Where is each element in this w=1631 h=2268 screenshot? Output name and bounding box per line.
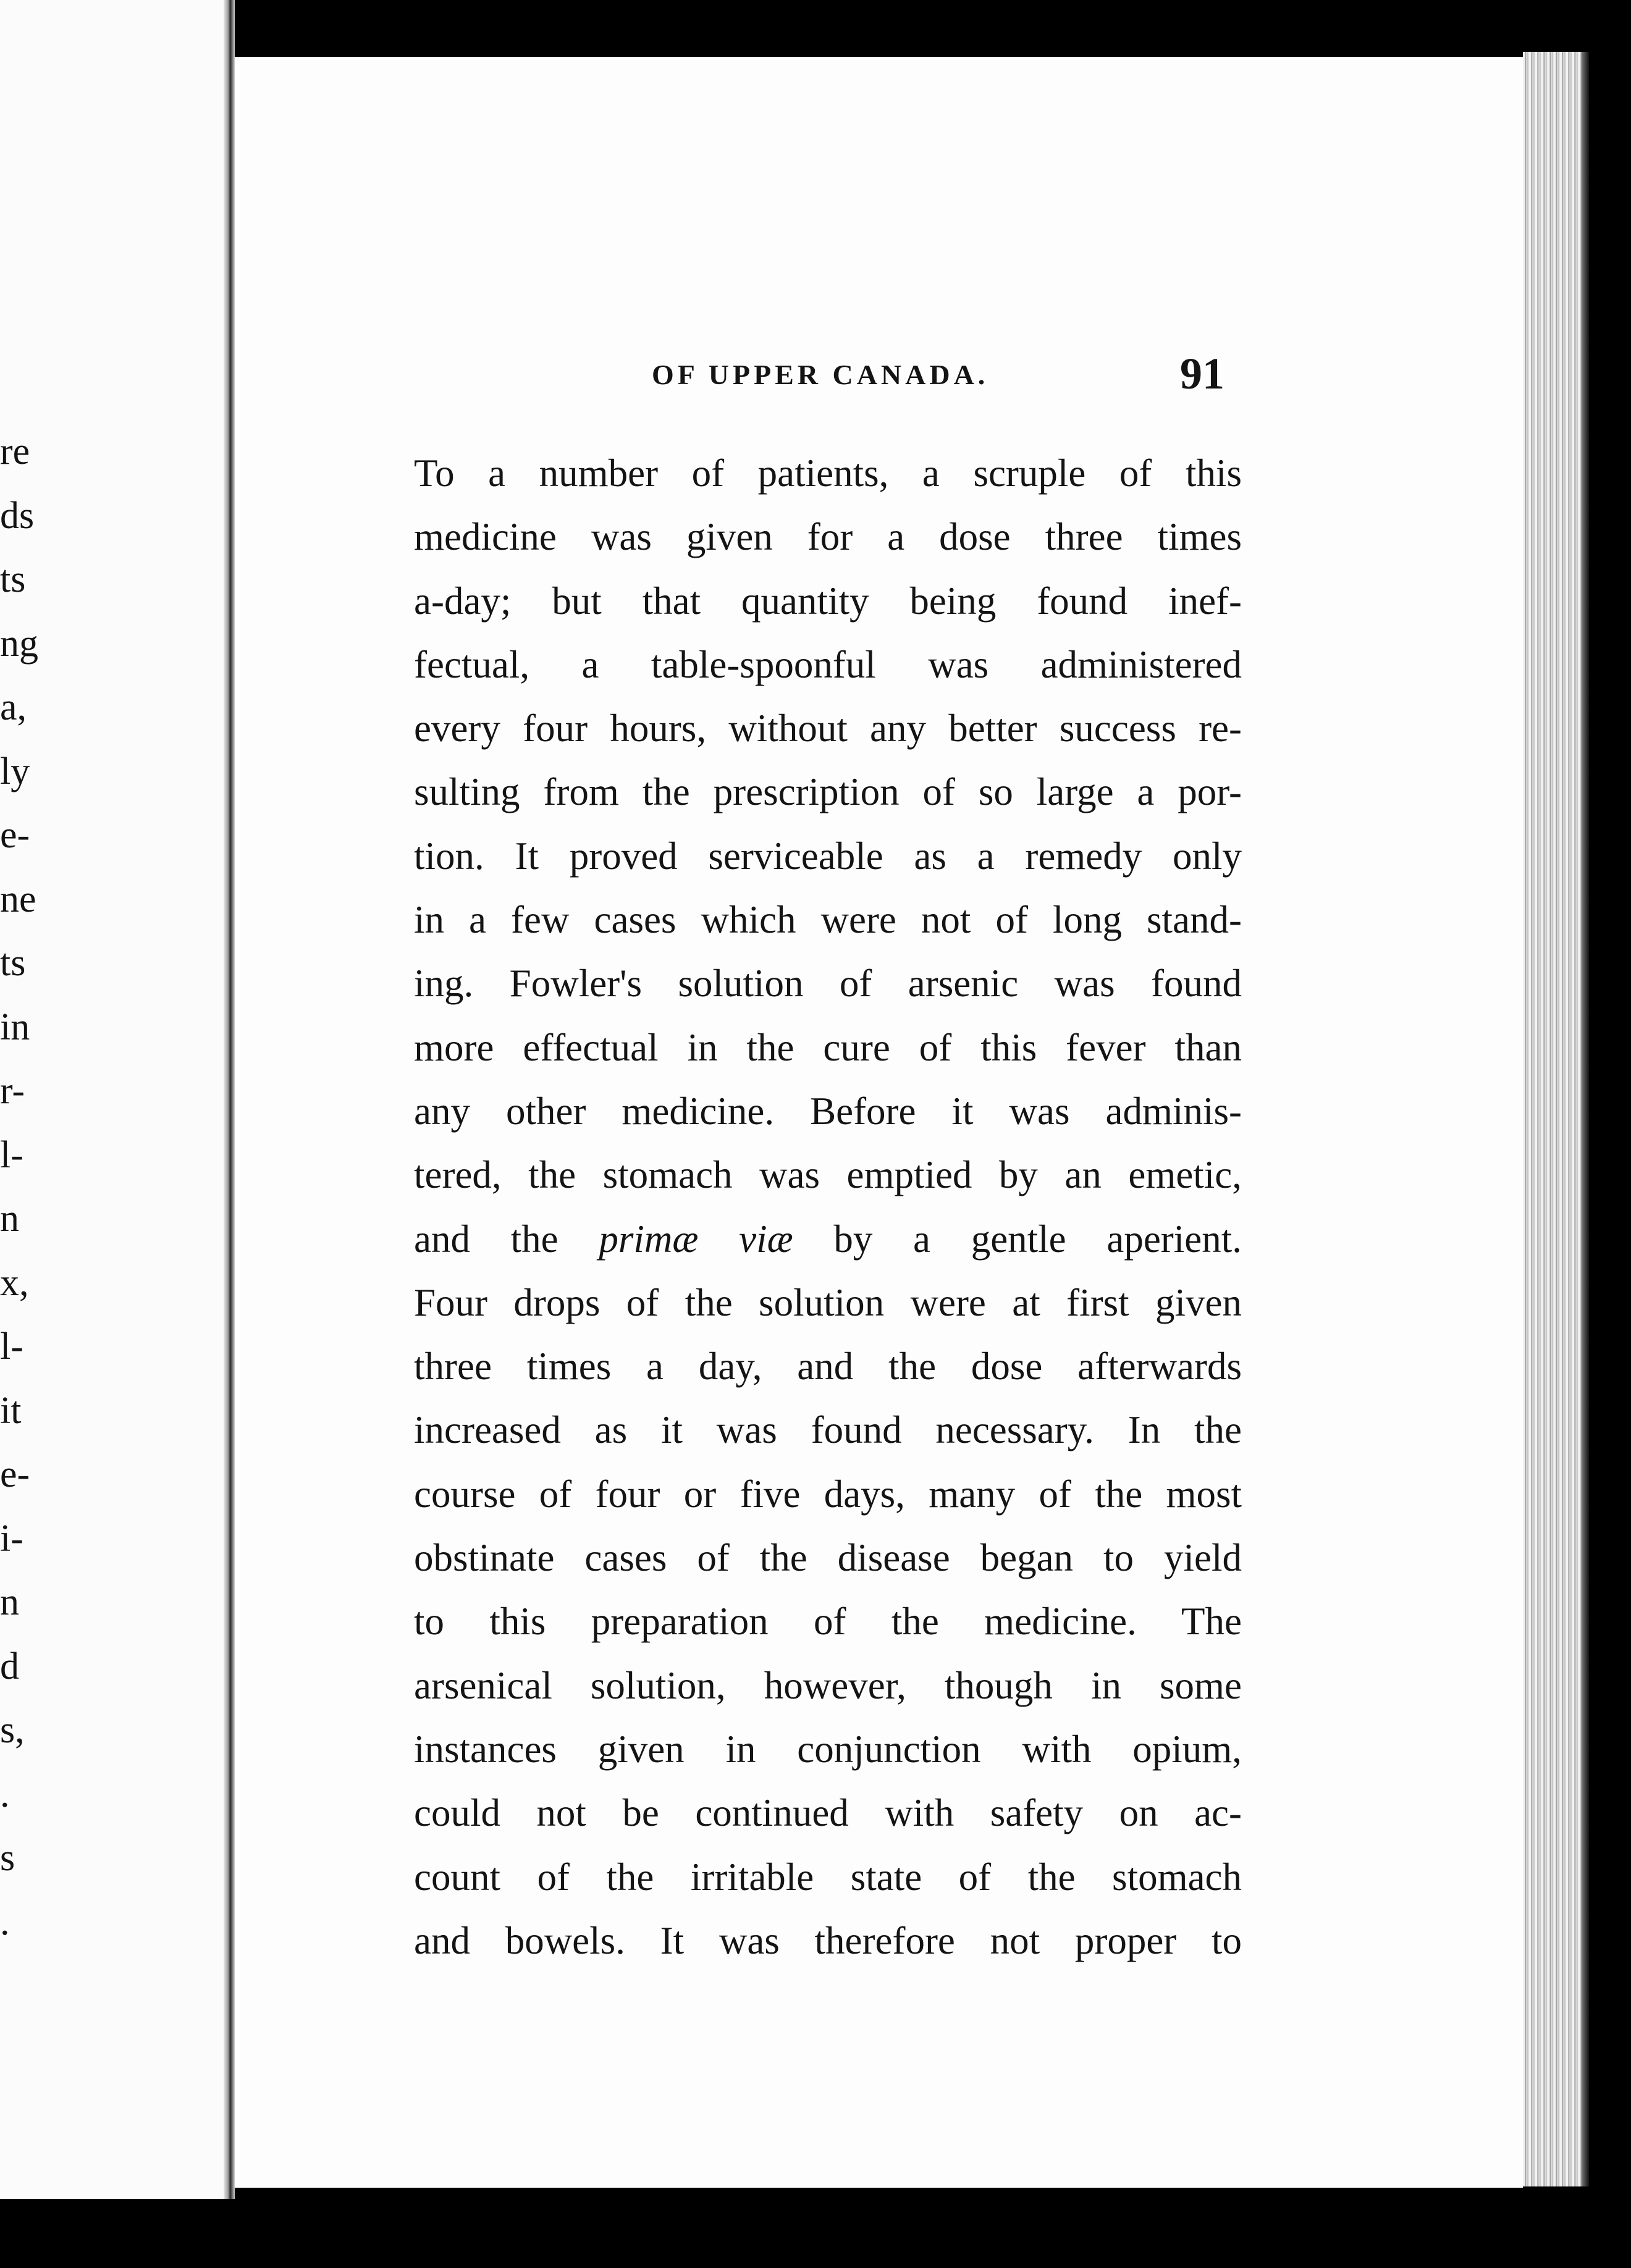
running-title: OF UPPER CANADA.: [652, 359, 989, 390]
text-line-with-italic: [414, 1208, 1242, 1271]
book-gutter: [224, 0, 235, 2199]
text-line: medicine was given for a dose three times: [414, 515, 1242, 559]
text-line: more effectual in the cure of this fever than: [414, 1025, 1242, 1069]
line-text-after: by a gentle aperient.: [793, 1217, 1242, 1261]
left-page-fragment: it: [0, 1389, 22, 1432]
left-page-fragment: l-: [0, 1325, 23, 1367]
left-page-fragment: l-: [0, 1133, 23, 1176]
left-page-fragment: d: [0, 1645, 19, 1687]
left-page-fragment: .: [0, 1773, 10, 1815]
text-line: To a number of patients, a scruple of this: [414, 452, 1242, 495]
left-page-fragment: e-: [0, 814, 30, 856]
left-page-fragment: ts: [0, 558, 26, 600]
left-page-fragment: ly: [0, 750, 30, 792]
left-page-fragment: ne: [0, 878, 36, 920]
text-line: any other medicine. Before it was adminis-: [414, 1089, 1242, 1133]
text-line: and bowels. It was therefore not proper to: [414, 1918, 1242, 1962]
text-line: increased as it was found necessary. In the: [414, 1408, 1242, 1452]
text-line: count of the irritable state of the stomach: [414, 1855, 1242, 1899]
page-number: 91: [1180, 349, 1224, 398]
left-page-fragment: ts: [0, 942, 26, 984]
left-page-fragment: a,: [0, 686, 27, 728]
text-line: Four drops of the solution were at first given: [414, 1280, 1242, 1324]
text-line: tion. It proved serviceable as a remedy only: [414, 834, 1242, 878]
text-line: ing. Fowler's solution of arsenic was found: [414, 962, 1242, 1006]
text-line: fectual, a table-spoonful was administered: [414, 642, 1242, 686]
left-page-fragment: .: [0, 1900, 10, 1943]
page-edge-shadow: [1582, 52, 1589, 2186]
text-line: in a few cases which were not of long stand-: [414, 898, 1242, 942]
left-page-fragment: ng: [0, 622, 38, 665]
text-line: course of four or five days, many of the most: [414, 1472, 1242, 1516]
left-page-fragment: re: [0, 430, 30, 472]
text-line: sulting from the prescription of so large a por-: [414, 770, 1242, 814]
left-page: [0, 0, 224, 2199]
text-line: instances given in conjunction with opium,: [414, 1727, 1242, 1771]
text-line: arsenical solution, however, though in some: [414, 1663, 1242, 1707]
page-edges: [1523, 52, 1585, 2186]
text-line: three times a day, and the dose afterwards: [414, 1345, 1242, 1388]
text-line: tered, the stomach was emptied by an emetic,: [414, 1153, 1242, 1197]
left-page-fragment: in: [0, 1006, 30, 1048]
left-page-fragment: e-: [0, 1453, 30, 1495]
left-page-fragment: s,: [0, 1709, 25, 1751]
left-page-fragment: x,: [0, 1261, 29, 1304]
text-line: could not be continued with safety on ac-: [414, 1791, 1242, 1835]
left-page-fragment: n: [0, 1581, 19, 1623]
text-line: obstinate cases of the disease began to yield: [414, 1536, 1242, 1580]
text-line: every four hours, without any better success re-: [414, 707, 1242, 750]
left-page-fragment: r-: [0, 1070, 25, 1112]
body-text: [414, 442, 1242, 1973]
left-page-fragment: i-: [0, 1517, 23, 1560]
left-page-fragment: ds: [0, 494, 35, 537]
text-line: to this preparation of the medicine. The: [414, 1600, 1242, 1644]
left-page-fragment: s: [0, 1837, 15, 1879]
text-line: a-day; but that quantity being found inef-: [414, 579, 1242, 623]
left-page-fragment: n: [0, 1198, 19, 1240]
line-text-before: and the: [414, 1217, 599, 1261]
italic-phrase: primæ viæ: [599, 1217, 793, 1261]
